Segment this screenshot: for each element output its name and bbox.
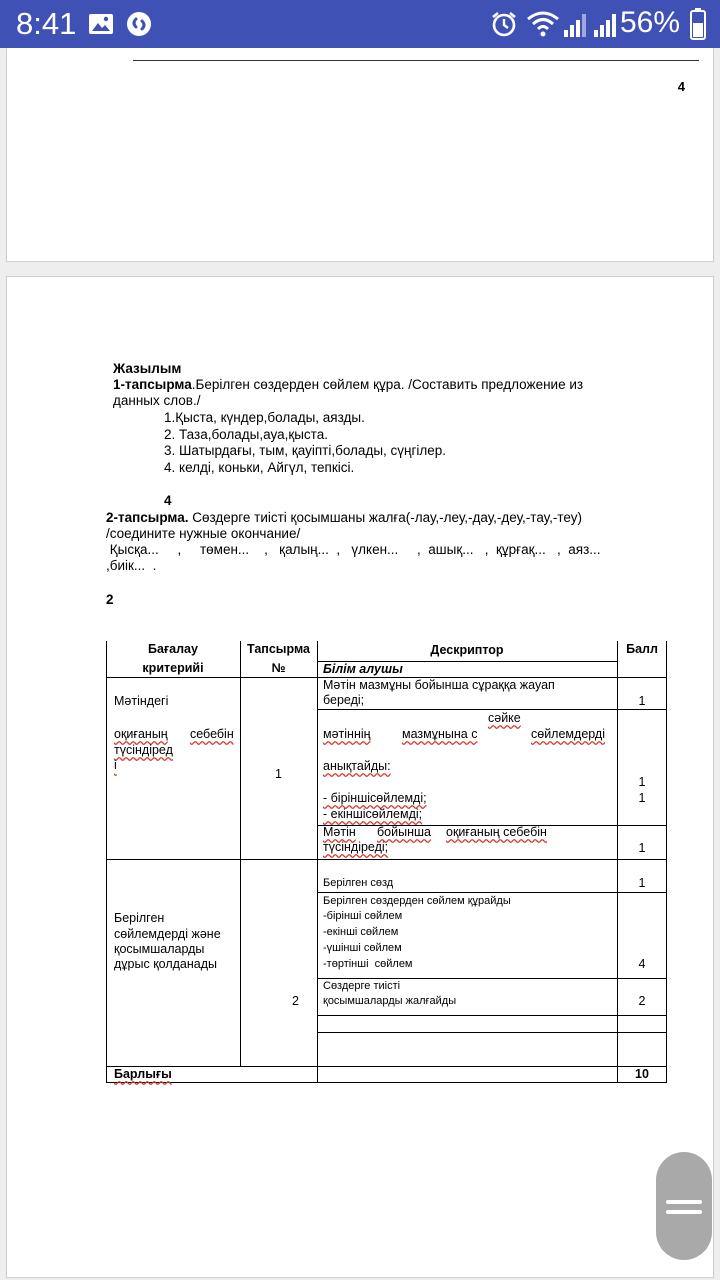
scroll-handle-bar xyxy=(666,1210,702,1214)
battery-percent: 56% xyxy=(619,6,680,39)
row2-descriptor-item: -үшінші сөйлем xyxy=(323,942,402,954)
task1-score: 4 xyxy=(164,493,172,508)
row1-descriptor-word: бойынша xyxy=(377,825,431,839)
row1-score: 1 xyxy=(638,841,646,855)
row1-criteria-word: себебін xyxy=(190,727,234,741)
header-task: Тапсырма xyxy=(247,642,310,656)
document-page xyxy=(6,48,714,262)
row2-descriptor: Сөздерге тиісті xyxy=(323,980,401,992)
row1-descriptor: Мәтін мазмұны бойынша сұраққа жауап xyxy=(323,678,555,692)
alarm-icon xyxy=(490,10,518,43)
task1-item: 4. келді, коньки, Айгүл, тепкісі. xyxy=(164,460,355,475)
row1-score: 1 xyxy=(638,775,646,789)
wifi-icon xyxy=(526,10,560,43)
row1-criteria-word: і xyxy=(114,758,117,772)
row1-descriptor-word: Мәтін xyxy=(323,825,356,839)
row2-criteria: қосымшаларды xyxy=(114,942,205,956)
task2-score: 2 xyxy=(106,592,114,607)
row2-descriptor-cont: қосымшаларды жалғайды xyxy=(323,995,457,1007)
task1-label: 1-тапсырма xyxy=(113,377,192,392)
row1-criteria-word: оқиғаның xyxy=(114,727,168,741)
image-icon xyxy=(88,12,114,41)
row1-descriptor-word: анықтайды: xyxy=(323,759,391,773)
task2-text: Сөздерге тиісті қосымшаны жалға(-лау,-леу,-дау,-деу,-тау,-теу) xyxy=(188,510,582,525)
row2-score: 1 xyxy=(638,876,646,890)
document-page xyxy=(6,276,714,1278)
signal-icon xyxy=(562,12,588,43)
row2-score: 4 xyxy=(638,957,646,971)
status-bar xyxy=(0,0,720,48)
scroll-handle-button[interactable] xyxy=(656,1152,712,1260)
row1-descriptor-word: сәйке xyxy=(488,711,521,725)
row1-score: 1 xyxy=(638,791,646,805)
task1-item: 2. Таза,болады,ауа,қыста. xyxy=(164,427,328,442)
task2-instruction xyxy=(106,510,582,527)
row1-task-number: 1 xyxy=(275,767,282,781)
row1-score: 1 xyxy=(638,694,646,708)
task2-label: 2-тапсырма. xyxy=(106,510,189,525)
header-criteria: Бағалау xyxy=(148,642,198,656)
header-score: Балл xyxy=(626,642,658,656)
row1-descriptor-item: - біріншісөйлемді; xyxy=(323,791,427,805)
shazam-icon xyxy=(126,11,152,42)
row1-descriptor-cont: береді; xyxy=(323,693,365,707)
row2-descriptor-item: -бірінші сөйлем xyxy=(323,910,403,922)
task1-text-cont: данных слов./ xyxy=(113,393,201,408)
header-descriptor-sub: Білім алушы xyxy=(323,662,403,676)
row2-descriptor-item: -екінші сөйлем xyxy=(323,926,399,938)
row1-descriptor-word: оқиғаның себебін xyxy=(446,825,547,839)
task1-instruction xyxy=(113,377,583,394)
clock: 8:41 xyxy=(16,6,77,41)
total-value: 10 xyxy=(635,1067,649,1081)
row1-descriptor-item: - екіншісөйлемді; xyxy=(323,807,423,821)
row1-criteria: Мәтіндегі xyxy=(114,694,169,708)
task1-text: .Берілген сөздерден сөйлем құра. /Составить предложение из xyxy=(191,377,584,392)
header-task-no: № xyxy=(271,661,286,675)
row2-criteria: Берілген xyxy=(114,911,165,925)
row1-descriptor-word: мәтіннің xyxy=(323,727,371,741)
scroll-handle-bar xyxy=(666,1200,702,1204)
row2-descriptor-item: -төртінші сөйлем xyxy=(323,958,413,970)
row2-descriptor: Берілген сөзд xyxy=(323,877,394,889)
row2-descriptor: Берілген сөздерден сөйлем құрайды xyxy=(323,895,511,907)
row1-descriptor-word: мазмұнына с xyxy=(402,727,478,741)
row2-task-number: 2 xyxy=(292,994,299,1008)
row1-criteria-word: түсіндіред xyxy=(114,743,173,757)
battery-icon xyxy=(690,8,706,45)
task1-item: 1.Қыста, күндер,болады, аязды. xyxy=(164,410,365,425)
page-number: 4 xyxy=(677,79,685,94)
row1-descriptor-word: сөйлемдерді xyxy=(531,727,606,741)
section-heading: Жазылым xyxy=(113,361,182,376)
row2-score: 2 xyxy=(638,994,646,1008)
signal-icon xyxy=(592,12,618,43)
task1-item: 3. Шатырдағы, тым, қауіпті,болады, сүңгілер. xyxy=(164,443,447,458)
assessment-table xyxy=(106,641,667,1083)
task2-words: Қысқа... , төмен... , қалың... , үлкен... , ашық... , құрғақ... , аяз... xyxy=(106,542,601,557)
row1-descriptor-word: түсіндіреді; xyxy=(323,840,389,854)
header-rule xyxy=(133,60,699,61)
task2-text-cont: /соедините нужные окончание/ xyxy=(106,526,301,541)
row2-criteria: сөйлемдерді және xyxy=(114,927,221,941)
task2-words-cont: ,биік... . xyxy=(106,558,157,573)
total-label: Барлығы xyxy=(114,1067,172,1081)
row2-criteria: дұрыс қолданады xyxy=(114,957,218,971)
header-criteria-cont: критерийі xyxy=(142,661,204,675)
header-descriptor: Дескриптор xyxy=(430,643,504,657)
